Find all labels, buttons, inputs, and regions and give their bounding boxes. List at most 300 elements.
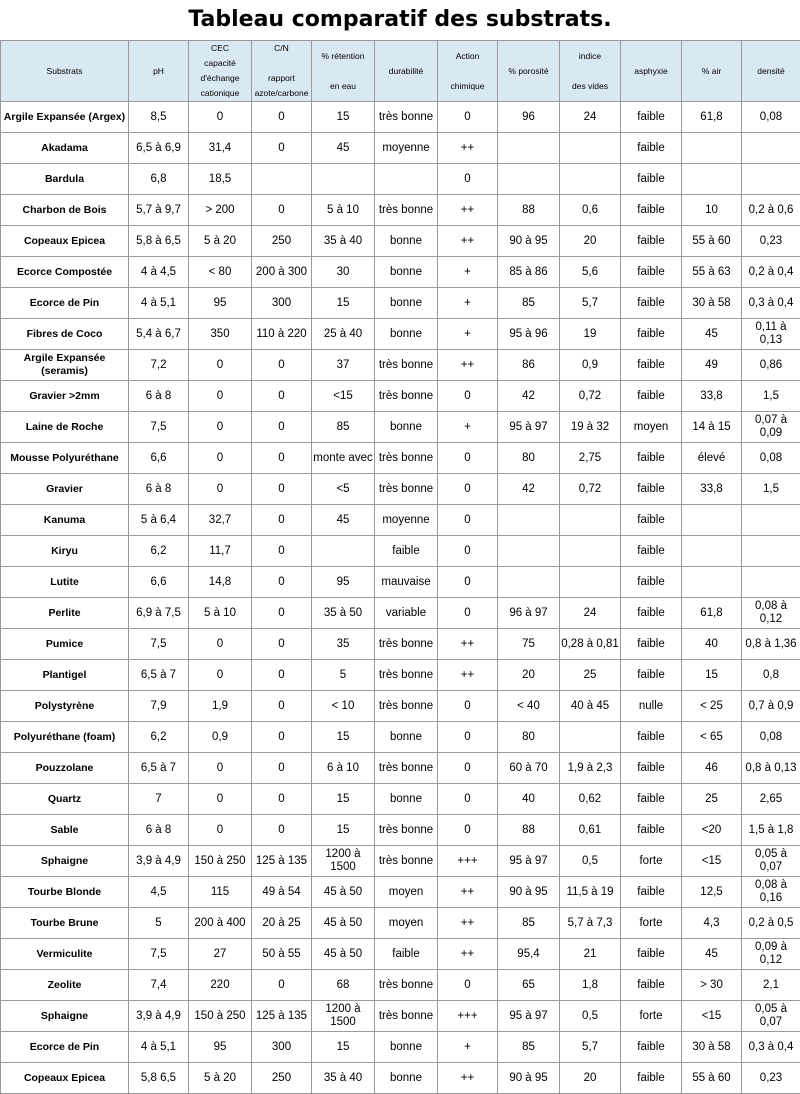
cell-air: 25 — [682, 784, 742, 815]
column-header-line — [253, 56, 310, 71]
cell-cec: 27 — [189, 939, 252, 970]
column-header-densite — [742, 41, 800, 102]
table-row — [1, 877, 800, 908]
table-row — [1, 1063, 800, 1094]
cell-air: <15 — [682, 846, 742, 877]
cell-retention-eau: 45 — [312, 133, 375, 164]
cell-ph: 6,5 à 7 — [129, 753, 189, 784]
cell-c-n: 0 — [252, 567, 312, 598]
cell-action-chimique: ++ — [438, 195, 498, 226]
cell-air: 45 — [682, 319, 742, 350]
substrate-name-cell: Pouzzolane — [1, 753, 129, 784]
cell-c-n: 20 à 25 — [252, 908, 312, 939]
cell-densite: 0,8 à 1,36 — [742, 629, 800, 660]
cell-cec: 1,9 — [189, 691, 252, 722]
cell-indice-des-vides: 1,9 à 2,3 — [560, 753, 621, 784]
cell-action-chimique: + — [438, 288, 498, 319]
cell-indice-des-vides: 11,5 à 19 — [560, 877, 621, 908]
cell-porosite: 88 — [498, 815, 560, 846]
cell-porosite: 90 à 95 — [498, 1063, 560, 1094]
cell-asphyxie: faible — [621, 257, 682, 288]
cell-porosite: 42 — [498, 381, 560, 412]
cell-ph: 6,2 — [129, 536, 189, 567]
cell-ph: 7,5 — [129, 412, 189, 443]
cell-porosite: 95 à 97 — [498, 846, 560, 877]
cell-action-chimique: 0 — [438, 474, 498, 505]
cell-action-chimique: 0 — [438, 691, 498, 722]
cell-ph: 6 à 8 — [129, 474, 189, 505]
cell-porosite: 88 — [498, 195, 560, 226]
cell-retention-eau: <15 — [312, 381, 375, 412]
substrate-name-cell: Fibres de Coco — [1, 319, 129, 350]
cell-asphyxie: faible — [621, 536, 682, 567]
table-row — [1, 598, 800, 629]
cell-c-n: 0 — [252, 784, 312, 815]
cell-retention-eau: 68 — [312, 970, 375, 1001]
cell-action-chimique: 0 — [438, 505, 498, 536]
cell-action-chimique: ++ — [438, 350, 498, 381]
cell-cec: 0 — [189, 784, 252, 815]
substrate-name-cell: Argile Expansée (Argex) — [1, 102, 129, 133]
table-row — [1, 381, 800, 412]
column-header-asphyxie — [621, 41, 682, 102]
cell-densite: 0,05 à 0,07 — [742, 1001, 800, 1032]
cell-c-n: 0 — [252, 536, 312, 567]
table-row — [1, 1001, 800, 1032]
cell-c-n: 0 — [252, 598, 312, 629]
cell-c-n: 0 — [252, 443, 312, 474]
cell-durabilite: moyenne — [375, 133, 438, 164]
cell-densite: 0,3 à 0,4 — [742, 288, 800, 319]
column-header-c-n — [252, 41, 312, 102]
cell-durabilite: bonne — [375, 257, 438, 288]
column-header-line: CEC — [190, 41, 250, 56]
cell-indice-des-vides — [560, 722, 621, 753]
cell-indice-des-vides: 0,72 — [560, 381, 621, 412]
substrate-name-cell: Copeaux Epicea — [1, 1063, 129, 1094]
cell-action-chimique: 0 — [438, 722, 498, 753]
cell-asphyxie: faible — [621, 133, 682, 164]
table-row — [1, 939, 800, 970]
cell-cec: 0 — [189, 102, 252, 133]
substrate-name-cell: Bardula — [1, 164, 129, 195]
cell-durabilite: faible — [375, 939, 438, 970]
cell-retention-eau: 5 — [312, 660, 375, 691]
cell-action-chimique: 0 — [438, 536, 498, 567]
cell-indice-des-vides: 19 à 32 — [560, 412, 621, 443]
cell-air: 55 à 63 — [682, 257, 742, 288]
cell-ph: 5,8 à 6,5 — [129, 226, 189, 257]
cell-action-chimique: +++ — [438, 846, 498, 877]
cell-porosite: 80 — [498, 443, 560, 474]
cell-durabilite: très bonne — [375, 381, 438, 412]
substrate-name-cell: Kanuma — [1, 505, 129, 536]
cell-cec: < 80 — [189, 257, 252, 288]
cell-densite: 0,2 à 0,6 — [742, 195, 800, 226]
cell-cec: 150 à 250 — [189, 1001, 252, 1032]
cell-indice-des-vides — [560, 164, 621, 195]
column-header-line: Substrats — [2, 64, 127, 79]
cell-air: 33,8 — [682, 474, 742, 505]
substrate-name-cell: Tourbe Brune — [1, 908, 129, 939]
cell-asphyxie: faible — [621, 505, 682, 536]
cell-retention-eau: 30 — [312, 257, 375, 288]
cell-c-n: 125 à 135 — [252, 1001, 312, 1032]
cell-air — [682, 536, 742, 567]
cell-c-n: 49 à 54 — [252, 877, 312, 908]
cell-asphyxie: faible — [621, 722, 682, 753]
cell-air: 61,8 — [682, 598, 742, 629]
table-row — [1, 288, 800, 319]
cell-ph: 3,9 à 4,9 — [129, 846, 189, 877]
cell-durabilite: bonne — [375, 1063, 438, 1094]
substrate-name-cell: Quartz — [1, 784, 129, 815]
cell-asphyxie: forte — [621, 1001, 682, 1032]
cell-action-chimique: ++ — [438, 133, 498, 164]
cell-densite: 0,11 à 0,13 — [742, 319, 800, 350]
cell-ph: 6,9 à 7,5 — [129, 598, 189, 629]
cell-air: <20 — [682, 815, 742, 846]
cell-durabilite: bonne — [375, 288, 438, 319]
cell-action-chimique: ++ — [438, 629, 498, 660]
cell-retention-eau: 85 — [312, 412, 375, 443]
column-header-line: C/N — [253, 41, 310, 56]
column-header-line: d'échange — [190, 71, 250, 86]
substrate-name-cell: Perlite — [1, 598, 129, 629]
cell-durabilite: très bonne — [375, 629, 438, 660]
cell-air: 55 à 60 — [682, 226, 742, 257]
cell-porosite: 85 à 86 — [498, 257, 560, 288]
cell-densite: 0,05 à 0,07 — [742, 846, 800, 877]
cell-densite: 0,7 à 0,9 — [742, 691, 800, 722]
cell-indice-des-vides: 24 — [560, 598, 621, 629]
substrate-name-cell: Ecorce Compostée — [1, 257, 129, 288]
cell-densite: 2,1 — [742, 970, 800, 1001]
table-row — [1, 474, 800, 505]
cell-ph: 6,6 — [129, 443, 189, 474]
cell-ph: 6,5 à 7 — [129, 660, 189, 691]
cell-air: <15 — [682, 1001, 742, 1032]
table-row — [1, 629, 800, 660]
cell-asphyxie: faible — [621, 629, 682, 660]
cell-retention-eau: 95 — [312, 567, 375, 598]
column-header-durabilite — [375, 41, 438, 102]
cell-action-chimique: 0 — [438, 102, 498, 133]
cell-c-n: 0 — [252, 753, 312, 784]
cell-porosite: 96 à 97 — [498, 598, 560, 629]
cell-porosite: 86 — [498, 350, 560, 381]
cell-ph: 7,9 — [129, 691, 189, 722]
cell-c-n: 0 — [252, 195, 312, 226]
cell-action-chimique: + — [438, 412, 498, 443]
table-row — [1, 970, 800, 1001]
table-row — [1, 226, 800, 257]
substrate-name-cell: Argile Expansée (seramis) — [1, 350, 129, 381]
substrate-name-cell: Gravier >2mm — [1, 381, 129, 412]
cell-c-n: 0 — [252, 660, 312, 691]
cell-indice-des-vides: 0,9 — [560, 350, 621, 381]
cell-indice-des-vides: 0,28 à 0,81 — [560, 629, 621, 660]
cell-densite: 0,08 à 0,12 — [742, 598, 800, 629]
cell-action-chimique: ++ — [438, 939, 498, 970]
cell-porosite: 85 — [498, 1032, 560, 1063]
cell-durabilite: très bonne — [375, 691, 438, 722]
cell-c-n: 0 — [252, 691, 312, 722]
cell-retention-eau: < 10 — [312, 691, 375, 722]
cell-cec: 5 à 20 — [189, 226, 252, 257]
column-header-line — [439, 64, 496, 79]
cell-air: 33,8 — [682, 381, 742, 412]
cell-c-n — [252, 164, 312, 195]
column-header-cec — [189, 41, 252, 102]
cell-c-n: 250 — [252, 1063, 312, 1094]
cell-retention-eau: 6 à 10 — [312, 753, 375, 784]
cell-indice-des-vides: 20 — [560, 1063, 621, 1094]
table-row — [1, 164, 800, 195]
cell-asphyxie: faible — [621, 1063, 682, 1094]
cell-asphyxie: nulle — [621, 691, 682, 722]
table-row — [1, 319, 800, 350]
cell-asphyxie: faible — [621, 660, 682, 691]
substrate-name-cell: Mousse Polyuréthane — [1, 443, 129, 474]
cell-c-n: 0 — [252, 629, 312, 660]
cell-c-n: 0 — [252, 722, 312, 753]
cell-ph: 4 à 5,1 — [129, 1032, 189, 1063]
table-row — [1, 257, 800, 288]
table-row — [1, 1032, 800, 1063]
table-row — [1, 350, 800, 381]
cell-action-chimique: 0 — [438, 443, 498, 474]
cell-retention-eau: 1200 à 1500 — [312, 1001, 375, 1032]
column-header-line: azote/carbone — [253, 86, 310, 101]
cell-action-chimique: 0 — [438, 164, 498, 195]
cell-retention-eau: monte avec — [312, 443, 375, 474]
cell-durabilite: très bonne — [375, 660, 438, 691]
column-header-porosite — [498, 41, 560, 102]
cell-indice-des-vides: 0,5 — [560, 1001, 621, 1032]
cell-porosite: 65 — [498, 970, 560, 1001]
cell-air — [682, 133, 742, 164]
cell-indice-des-vides — [560, 133, 621, 164]
table-row — [1, 412, 800, 443]
table-row — [1, 815, 800, 846]
cell-cec: 31,4 — [189, 133, 252, 164]
header-row — [1, 41, 800, 102]
cell-asphyxie: faible — [621, 443, 682, 474]
cell-cec: 220 — [189, 970, 252, 1001]
cell-densite: 0,8 — [742, 660, 800, 691]
cell-ph: 6 à 8 — [129, 381, 189, 412]
cell-asphyxie: faible — [621, 877, 682, 908]
cell-ph: 3,9 à 4,9 — [129, 1001, 189, 1032]
cell-durabilite — [375, 164, 438, 195]
cell-retention-eau: 15 — [312, 102, 375, 133]
column-header-indice-des-vides — [560, 41, 621, 102]
cell-porosite — [498, 567, 560, 598]
cell-durabilite: bonne — [375, 412, 438, 443]
cell-porosite — [498, 133, 560, 164]
cell-cec: 14,8 — [189, 567, 252, 598]
cell-indice-des-vides: 0,62 — [560, 784, 621, 815]
cell-porosite: 90 à 95 — [498, 226, 560, 257]
cell-densite: 0,86 — [742, 350, 800, 381]
substrate-name-cell: Gravier — [1, 474, 129, 505]
cell-air: < 25 — [682, 691, 742, 722]
cell-c-n: 200 à 300 — [252, 257, 312, 288]
cell-porosite: 90 à 95 — [498, 877, 560, 908]
cell-ph: 4 à 4,5 — [129, 257, 189, 288]
cell-indice-des-vides: 40 à 45 — [560, 691, 621, 722]
cell-ph: 5,4 à 6,7 — [129, 319, 189, 350]
cell-retention-eau: 15 — [312, 1032, 375, 1063]
cell-action-chimique: 0 — [438, 753, 498, 784]
cell-action-chimique: 0 — [438, 970, 498, 1001]
cell-densite — [742, 164, 800, 195]
cell-indice-des-vides: 25 — [560, 660, 621, 691]
cell-air: 10 — [682, 195, 742, 226]
column-header-line: en eau — [313, 79, 373, 94]
cell-porosite: 80 — [498, 722, 560, 753]
cell-action-chimique: ++ — [438, 226, 498, 257]
cell-c-n: 0 — [252, 505, 312, 536]
cell-retention-eau: 15 — [312, 722, 375, 753]
cell-c-n: 250 — [252, 226, 312, 257]
column-header-line: Action — [439, 49, 496, 64]
cell-porosite: 95 à 96 — [498, 319, 560, 350]
cell-indice-des-vides: 5,7 — [560, 288, 621, 319]
cell-cec: > 200 — [189, 195, 252, 226]
column-header-line: indice — [561, 49, 619, 64]
cell-cec: 0 — [189, 660, 252, 691]
cell-retention-eau: 37 — [312, 350, 375, 381]
cell-densite — [742, 567, 800, 598]
cell-durabilite: très bonne — [375, 846, 438, 877]
cell-asphyxie: faible — [621, 350, 682, 381]
table-row — [1, 691, 800, 722]
cell-asphyxie: faible — [621, 939, 682, 970]
cell-densite: 0,23 — [742, 226, 800, 257]
cell-indice-des-vides: 0,61 — [560, 815, 621, 846]
cell-porosite: < 40 — [498, 691, 560, 722]
cell-ph: 5 à 6,4 — [129, 505, 189, 536]
cell-durabilite: moyen — [375, 877, 438, 908]
cell-asphyxie: faible — [621, 319, 682, 350]
cell-densite: 0,08 à 0,16 — [742, 877, 800, 908]
cell-durabilite: faible — [375, 536, 438, 567]
cell-durabilite: bonne — [375, 784, 438, 815]
column-header-line: % air — [683, 64, 740, 79]
substrate-name-cell: Tourbe Blonde — [1, 877, 129, 908]
cell-ph: 7 — [129, 784, 189, 815]
column-header-retention-eau — [312, 41, 375, 102]
cell-cec: 95 — [189, 288, 252, 319]
cell-durabilite: mauvaise — [375, 567, 438, 598]
cell-densite: 1,5 à 1,8 — [742, 815, 800, 846]
cell-retention-eau — [312, 164, 375, 195]
column-header-line: cationique — [190, 86, 250, 101]
cell-asphyxie: faible — [621, 102, 682, 133]
cell-action-chimique: ++ — [438, 877, 498, 908]
cell-cec: 0 — [189, 474, 252, 505]
cell-c-n: 0 — [252, 133, 312, 164]
cell-air: élevé — [682, 443, 742, 474]
cell-asphyxie: moyen — [621, 412, 682, 443]
cell-porosite: 85 — [498, 908, 560, 939]
cell-cec: 11,7 — [189, 536, 252, 567]
cell-densite: 0,23 — [742, 1063, 800, 1094]
column-header-line: % porosité — [499, 64, 558, 79]
cell-indice-des-vides: 5,7 — [560, 1032, 621, 1063]
cell-c-n: 50 à 55 — [252, 939, 312, 970]
cell-cec: 32,7 — [189, 505, 252, 536]
cell-durabilite: très bonne — [375, 1001, 438, 1032]
cell-durabilite: très bonne — [375, 195, 438, 226]
column-header-line: capacité — [190, 56, 250, 71]
cell-ph: 8,5 — [129, 102, 189, 133]
cell-ph: 5,8 6,5 — [129, 1063, 189, 1094]
cell-asphyxie: faible — [621, 970, 682, 1001]
column-header-line: asphyxie — [622, 64, 680, 79]
column-header-line: des vides — [561, 79, 619, 94]
cell-porosite: 60 à 70 — [498, 753, 560, 784]
substrate-name-cell: Copeaux Epicea — [1, 226, 129, 257]
cell-cec: 0 — [189, 815, 252, 846]
cell-c-n: 0 — [252, 970, 312, 1001]
cell-retention-eau: <5 — [312, 474, 375, 505]
cell-densite: 0,08 — [742, 722, 800, 753]
cell-porosite: 96 — [498, 102, 560, 133]
cell-porosite: 85 — [498, 288, 560, 319]
cell-porosite: 42 — [498, 474, 560, 505]
cell-densite: 1,5 — [742, 474, 800, 505]
substrate-name-cell: Polyuréthane (foam) — [1, 722, 129, 753]
substrates-table — [0, 40, 800, 1094]
cell-retention-eau: 15 — [312, 288, 375, 319]
table-row — [1, 443, 800, 474]
cell-c-n: 0 — [252, 381, 312, 412]
cell-indice-des-vides: 1,8 — [560, 970, 621, 1001]
substrate-name-cell: Plantigel — [1, 660, 129, 691]
cell-ph: 6,2 — [129, 722, 189, 753]
substrate-name-cell: Kiryu — [1, 536, 129, 567]
cell-ph: 7,2 — [129, 350, 189, 381]
cell-ph: 5,7 à 9,7 — [129, 195, 189, 226]
cell-action-chimique: 0 — [438, 815, 498, 846]
table-row — [1, 195, 800, 226]
cell-ph: 5 — [129, 908, 189, 939]
cell-densite: 0,08 — [742, 102, 800, 133]
cell-action-chimique: 0 — [438, 567, 498, 598]
cell-durabilite: bonne — [375, 722, 438, 753]
substrate-name-cell: Zeolite — [1, 970, 129, 1001]
cell-c-n: 0 — [252, 412, 312, 443]
cell-densite: 0,2 à 0,5 — [742, 908, 800, 939]
table-row — [1, 102, 800, 133]
cell-porosite — [498, 536, 560, 567]
cell-asphyxie: faible — [621, 288, 682, 319]
cell-densite: 0,09 à 0,12 — [742, 939, 800, 970]
cell-durabilite: très bonne — [375, 815, 438, 846]
cell-ph: 6,5 à 6,9 — [129, 133, 189, 164]
cell-ph: 4,5 — [129, 877, 189, 908]
substrate-name-cell: Ecorce de Pin — [1, 1032, 129, 1063]
cell-asphyxie: forte — [621, 846, 682, 877]
cell-asphyxie: forte — [621, 908, 682, 939]
column-header-line — [561, 64, 619, 79]
cell-cec: 95 — [189, 1032, 252, 1063]
cell-cec: 150 à 250 — [189, 846, 252, 877]
cell-air — [682, 505, 742, 536]
